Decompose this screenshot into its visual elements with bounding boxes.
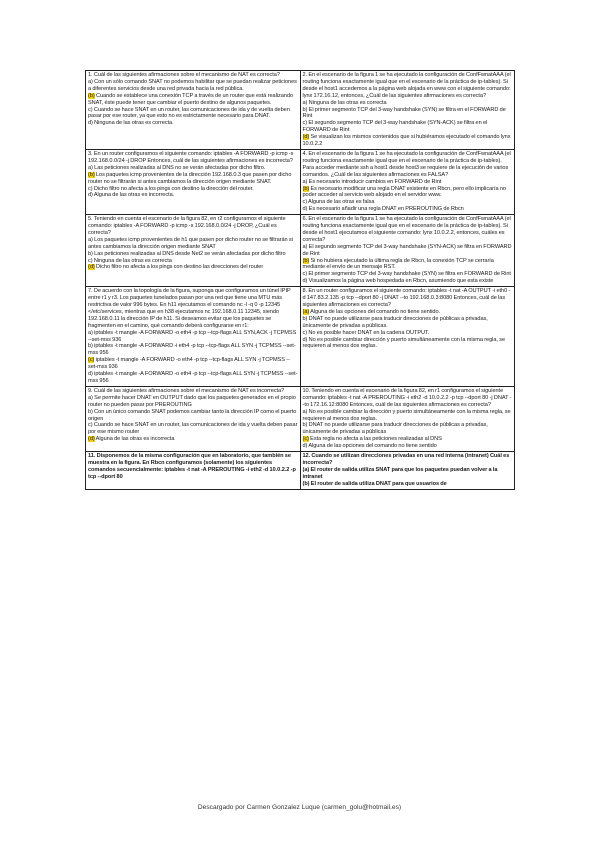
answer-text: a) Los paquetes icmp provenientes de h1 que pasen por dicho router no se filtrarán si antes cambiamos la dirección origen mediante SNAT	[88, 236, 293, 250]
answer-option	[303, 436, 513, 443]
answer-text: Los paquetes icmp provenientes de la dirección 192.168.0.3 que pasen por dicho router no se filtrarán si antes cambiamos la dirección origen mediante SNAT.	[88, 171, 292, 185]
table-row	[86, 149, 515, 214]
answer-text: b) El primer segmento TCP del 3-way handshake (SYN) se filtra en el FORWARD de Rint	[302, 106, 506, 120]
question-text: 6. En el escenario de la figura 1 se ha ejecutado la configuración de ConfFwnatAAA (el routing funciona exactamente igual que en el escenario de la práctica de ip-tables). Si desde el host1 ejecutamos el siguiente comando: lynx 10.0.2.2, entonces, cuáles es correcta?	[302, 216, 511, 243]
answer-text: b) DNAT no puede utilizarse para traducir direcciones de públicas a privadas, únicamente de privadas a públicas.	[302, 315, 488, 329]
answer-option	[88, 107, 298, 121]
answer-option	[303, 422, 513, 436]
question-cell	[86, 149, 301, 214]
answer-text: d) Ninguna de las otras es correcta.	[88, 120, 174, 127]
question-text: 4. En el escenario de la figura 1 se ha ejecutado la configuración de ConfFwnatAAA (el routing funciona exactamente igual que en el escenario de la práctica de ip-tables). Para acceder mediante ssh a host1 desde host3 se requiere de la ejecución de varios comandos. ¿Cuál de las siguientes afirmaciones es FALSA?	[302, 150, 511, 178]
answer-text: Es necesario modificar una regla DNAT existente en Rbcn, pero ello implicaría no poder acceder al servicio web alojado en el servidor www.	[302, 185, 506, 199]
answer-text: Dicho filtro no afecta a los pings con destino las direcciones del router	[94, 264, 264, 271]
question-cell	[86, 71, 301, 150]
highlighted-answer-marker: (c)	[88, 357, 95, 364]
question-text: 5. Teniendo en cuenta el escenario de la figura 82, en r2 configuramos el siguiente comando: iptables -A FORWARD -p icmp -s 192.168.0.0/24 -j DROP, ¿Cuál es correcta?	[88, 216, 286, 236]
answer-text: d) Es necesario añadir una regla DNAT en PREROUTING de Rbcn	[302, 206, 464, 213]
question-cell	[300, 287, 515, 387]
answer-text: c) El segundo segmento TCP del 3-way handshake (SYN-ACK) se filtra en el FORWARD de Rint	[302, 120, 488, 134]
answer-option	[303, 199, 513, 206]
question-text: 7. De acuerdo con la topología de la figura, suponga que configuramos un túnel IPIP entre r1 y r3. Los paquetes tunelados pasan por una red que tiene una MTU más restrictiva de valor 996 bytes. En h11 ejecutamos el comando nc -l -q 0 -p 12345 </etc/services, mientras que en h38 ejecutamos nc 192.168.0.11 12345, siendo 192.168.0.11 la dirección IP de h11. Si deseamos evitar que los paquetes se fragmenten en el camino, qué comando deberá configurarse en r1:	[88, 288, 291, 329]
answer-text: d) No es posible cambiar dirección y puerto simultáneamente con la misma regla, se requieren al menos dos reglas.	[302, 336, 506, 350]
answer-option	[88, 165, 298, 172]
highlighted-answer-marker: (b)	[302, 257, 310, 264]
answer-text: Cuando se establece una conexión TCP a través de un router que está realizando SNAT, éste puede tener que cambiar el puerto destino de algunos paquetes.	[88, 92, 293, 106]
answer-option	[88, 436, 298, 443]
answer-option	[303, 134, 513, 148]
answer-text: c) Dicho filtro no afecta a los pings con destino la dirección del router.	[88, 185, 254, 192]
answer-option	[303, 443, 513, 450]
question-cell	[300, 452, 515, 490]
question-cell	[300, 71, 515, 150]
answer-option	[88, 422, 298, 436]
answer-text: a) Ninguna de las otras es correcta	[302, 99, 387, 106]
table-row	[86, 215, 515, 287]
answer-option	[303, 337, 513, 351]
highlighted-answer-marker: (b)	[88, 171, 95, 178]
question-text: 9. Cuál de las siguientes afirmaciones sobre el mecanismo de NAT es incorrecta?	[88, 387, 285, 394]
answer-option	[88, 264, 298, 271]
highlighted-answer-marker: (d)	[88, 436, 95, 443]
answer-text: d) Alguna de las otras es incorrecta.	[88, 192, 175, 199]
answer-option	[88, 186, 298, 193]
answer-text: Se visualizan los mismos contenidos que si hubiéramos ejecutado el comando lynx 10.0.2.2	[302, 134, 511, 148]
question-cell	[86, 452, 301, 490]
answer-option	[88, 330, 298, 344]
answer-option	[88, 251, 298, 258]
answer-option: (a) El router de salida utiliza SNAT para que los paquetes puedan volver a la intranet	[302, 466, 498, 480]
answer-text: b) Las peticiones realizadas al DNS desde Net2 se verán afectadas por dicho filtro	[88, 250, 286, 257]
answer-text: a) No es posible cambiar la dirección y puerto simultáneamente con la misma regla, se requieren al menos dos reglas.	[302, 408, 511, 422]
answer-text: a) Se permite hacer DNAT en OUTPUT dado que los paquetes generados en el propio router no pueden pasar por PREROUTING	[88, 394, 296, 408]
answer-option	[303, 309, 513, 316]
question-text: 3. En un router configuramos el siguiente comando: iptables -A FORWARD -p icmp -s 192.168.0.0/24 -j DROP Entonces, cuál de las siguientes afirmaciones es incorrecta?	[88, 150, 294, 164]
answer-text: c) Alguna de las otras es falsa	[302, 199, 375, 206]
question-cell	[300, 215, 515, 287]
answer-option: (b) El router de salida utiliza DNAT para que usuarios de	[302, 480, 447, 487]
answer-text: d) Visualizamos la página web hospedada en Rbcn, asumiendo que esta existe	[302, 278, 494, 285]
question-cell	[86, 287, 301, 387]
highlighted-answer-marker: (c)	[302, 436, 309, 443]
answer-text: a) Es necesario introducir cambios en FORWARD de Rint	[302, 178, 442, 185]
answer-option	[88, 93, 298, 107]
highlighted-answer-marker: (a)	[302, 308, 310, 315]
answer-option	[88, 172, 298, 186]
question-cell	[300, 149, 515, 214]
question-text: 1. Cuál de las siguientes afirmaciones sobre el mecanismo de NAT es correcta?	[88, 72, 280, 78]
table-row	[86, 386, 515, 451]
answer-text: d) Alguna de las opciones del comando no tiene sentido	[302, 443, 437, 450]
question-text: 12. Cuando se utilizan direcciones privadas en una red interna (intranet) Cuál es incorrecta?	[302, 453, 510, 466]
answer-option	[303, 186, 513, 200]
answer-option	[88, 371, 298, 385]
answer-text: iptables -t mangle -A FORWARD -o eth4 -p tcp --tcp-flags ALL SYN -j TCPMSS --set-mss 936	[88, 357, 290, 371]
answer-text: Alguna de las opciones del comando no tiene sentido.	[309, 308, 441, 315]
answer-text: a) iptables -t mangle -A FORWARD -o eth4 -p tcp --tcp-flags ALL SYN,ACK -j TCPMSS --set-mss 936	[88, 329, 297, 343]
answer-option	[88, 79, 298, 93]
question-cell	[86, 386, 301, 451]
answer-option	[303, 271, 513, 278]
answer-text: c) Ninguna de las otras es correcta	[88, 257, 172, 264]
answer-option	[303, 206, 513, 213]
answer-text: Esta regla no afecta a las peticiones realizadas al DNS	[308, 436, 442, 443]
answer-text: Si no hubiera ejecutado la última regla de Rbcn, la conexión TCP se cerraría mediante el envío de un mensaje RST.	[302, 257, 494, 271]
answer-option	[88, 258, 298, 265]
answer-option	[303, 100, 513, 107]
answer-option	[88, 237, 298, 251]
answer-option	[303, 244, 513, 258]
answer-option	[88, 343, 298, 357]
highlighted-answer-marker: (b)	[302, 185, 310, 192]
answer-option	[88, 120, 298, 127]
answer-text: c) Cuando se hace SNAT en un router, las comunicaciones de ida y vuelta deben pasar por ese mismo router	[88, 422, 298, 436]
answer-text: a) Las peticiones realizadas al DNS no se verán afectadas por dicho filtro.	[88, 164, 266, 171]
answer-option	[303, 330, 513, 337]
answer-text: c) No es posible hacer DNAT en la cadena OUTPUT.	[302, 329, 430, 336]
question-text: 8. En un router configuramos el siguiente comando: iptables -t nat -A OUTPUT -i eth0 -d 147.83.2.135 -p tcp --dport 80 -j DNAT --to 192.168.0.3:8080 Entonces, cuál de las siguientes afirmaciones es correcta?	[302, 288, 511, 308]
answer-option	[88, 192, 298, 199]
table-row	[86, 71, 515, 150]
answer-text: b) DNAT no puede utilizarse para traducir direcciones de públicas a privadas, únicamente de privadas a públicas	[302, 422, 488, 436]
answer-option	[303, 409, 513, 423]
question-cell	[86, 215, 301, 287]
question-cell	[300, 386, 515, 451]
table-row	[86, 287, 515, 387]
question-text: 2. En el escenario de la figura 1 se ha ejecutado la configuración de ConfFwnatAAA (el routing funciona exactamente igual que en el escenario de la práctica de ip-tables). Si desde el host1 accedemos a la página web alojada en www con el siguiente comando: lynx 172.16.12, entonces, ¿Cuál de las siguientes afirmaciones es correcta?	[302, 72, 511, 99]
answer-text: b) iptables -t mangle -A FORWARD -i eth4 -p tcp --tcp-flags ALL SYN -j TCPMSS --set-mss 956	[88, 343, 296, 357]
answer-option	[303, 179, 513, 186]
answer-option	[303, 258, 513, 272]
answer-text: c) El primer segmento TCP del 3-way handshake (SYN) se filtra en FORWARD de Rint	[302, 271, 511, 278]
answer-option	[303, 278, 513, 285]
answer-option	[303, 316, 513, 330]
highlighted-answer-marker: (b)	[88, 92, 95, 99]
question-text: 10. Teniendo en cuenta el escenario de la figura 82, en r1 configuramos el siguiente comando: iptables -t nat -A PREROUTING -i eth2 -d 10.0.2.2 -p tcp --dport 80 -j DNAT --to 172.16.12:8080 Entonces, cuál de las siguientes afirmaciones es correcta?	[302, 387, 512, 408]
answer-text: Alguna de las otras es incorrecta	[94, 436, 175, 443]
answer-option	[88, 409, 298, 423]
answer-option	[88, 395, 298, 409]
answer-option	[303, 120, 513, 134]
highlighted-answer-marker: (d)	[88, 264, 95, 271]
answer-text: d) iptables -t mangle -A FORWARD -o eth4 -p tcp --tcp-flags ALL SYN -j TCPMSS --set-mss 956	[88, 371, 298, 384]
table-row	[86, 452, 515, 490]
highlighted-answer-marker: (d)	[302, 134, 310, 141]
download-footer: Descargado por Carmen Gonzalez Luque (carmen_golu@hotmail.es)	[197, 804, 402, 811]
answer-option	[88, 357, 298, 371]
answer-text: a) Con un sólo comando SNAT no podemos habilitar que se puedan realizar peticiones a diferentes servicios desde una red privada hacia la red pública.	[88, 78, 297, 92]
exam-questions-table	[85, 70, 515, 490]
answer-text: a) El segundo segmento TCP del 3-way handshake (SYN-ACK) se filtra en FORWARD de Rint	[302, 243, 512, 257]
answer-text: b) Con un único comando SNAT podemos cambiar tanto la dirección IP como el puerto origen	[88, 408, 297, 422]
answer-option	[303, 107, 513, 121]
answer-text: c) Cuando se hace SNAT en un router, las comunicaciones de ida y de vuelta deben pasar por ese router, ya que esto no es estrictamente necesario para DNAT.	[88, 106, 290, 120]
question-text: 11. Disponemos de la misma configuración que en laboratorio, que también se muestra en la figura. En Rbcn configuramos (solamente) los siguientes comandos secuencialmente: iptables -t nat -A PREROUTING -i eth2 -d 10.0.2.2 -p tcp --dport 80	[88, 453, 296, 480]
